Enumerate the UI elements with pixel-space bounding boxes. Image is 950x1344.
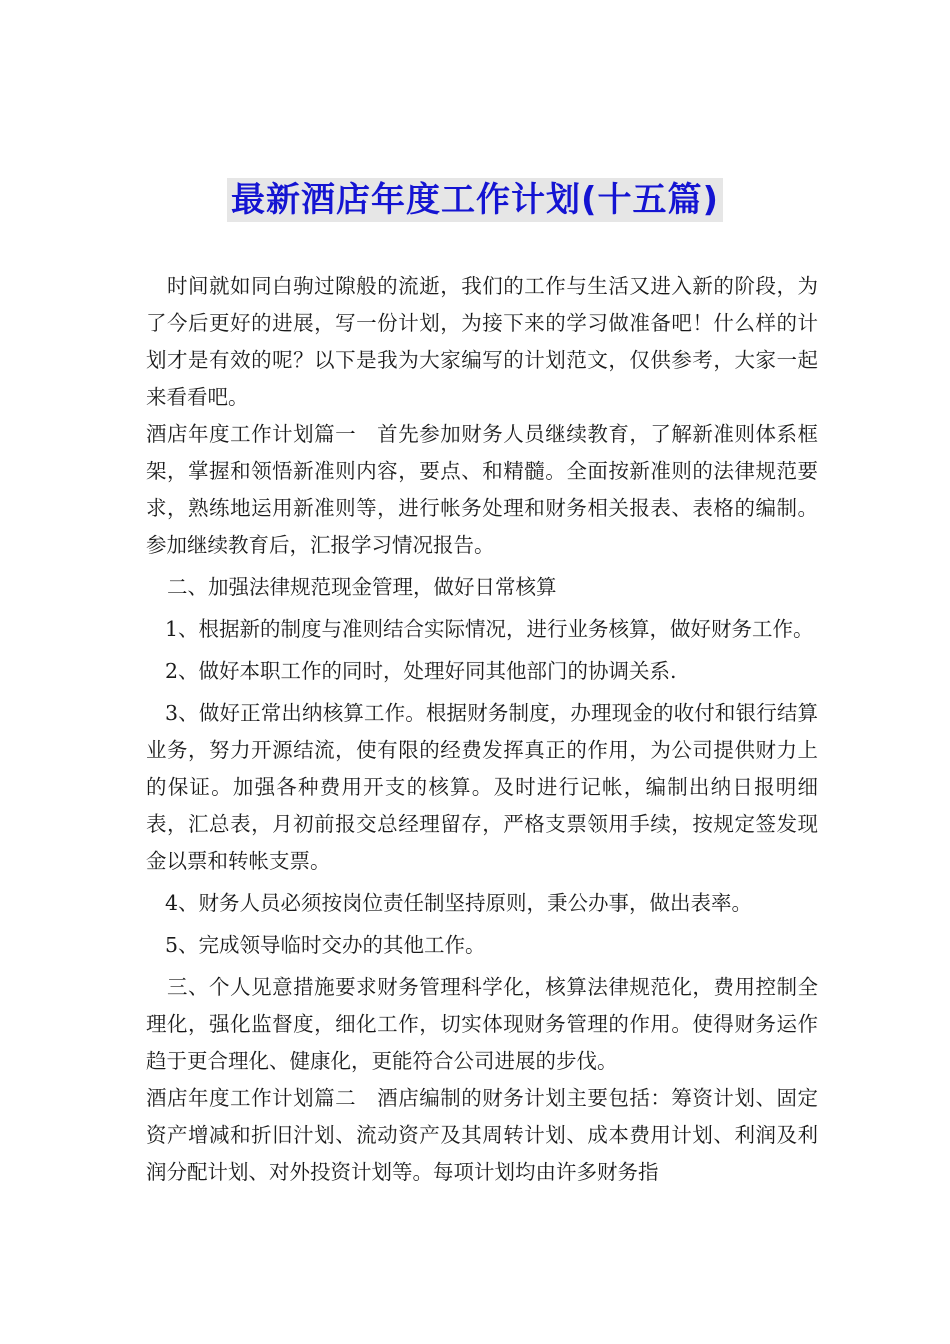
- document-body: [146, 268, 818, 1191]
- paragraph-item-4: 4、财务人员必须按岗位责任制坚持原则，秉公办事，做出表率。: [165, 891, 753, 915]
- paragraph-intro: 时间就如同白驹过隙般的流逝，我们的工作与生活又进入新的阶段，为了今后更好的进展，写一份计划，为接下来的学习做准备吧！什么样的计划才是有效的呢？以下是我为大家编写的计划范文，仅供参考，大家一起来看看吧。: [146, 274, 818, 409]
- document-title: 最新酒店年度工作计划(十五篇): [227, 178, 723, 222]
- paragraph-item-2: 2、做好本职工作的同时，处理好同其他部门的协调关系.: [165, 659, 677, 683]
- paragraph-section-3: 三、个人见意措施要求财务管理科学化，核算法律规范化，费用控制全理化，强化监督度，细化工作，切实体现财务管理的作用。使得财务运作趋于更合理化、健康化，更能符合公司进展的步伐。: [146, 975, 818, 1073]
- paragraph-item-5: 5、完成领导临时交办的其他工作。: [165, 933, 486, 957]
- paragraph-section-2-heading: 二、加强法律规范现金管理，做好日常核算: [167, 575, 557, 599]
- paragraph-plan-2: 酒店年度工作计划篇二 酒店编制的财务计划主要包括：筹资计划、固定资产增减和折旧汁划、流动资产及其周转计划、成本费用计划、利润及利润分配计划、对外投资计划等。每项计划均由许多财务指: [146, 1086, 818, 1184]
- paragraph-plan-1: 酒店年度工作计划篇一 首先参加财务人员继续教育，了解新准则体系框架，掌握和领悟新准则内容，要点、和精髓。全面按新准则的法律规范要求，熟练地运用新准则等，进行帐务处理和财务相关报表、表格的编制。 参加继续教育后，汇报学习情况报告。: [146, 422, 818, 557]
- paragraph-item-3: 3、做好正常出纳核算工作。根据财务制度，办理现金的收付和银行结算业务，努力开源结流，使有限的经费发挥真正的作用，为公司提供财力上的保证。加强各种费用开支的核算。及时进行记帐，编制出纳日报明细表，汇总表，月初前报交总经理留存，严格支票领用手续，按规定签发现金以票和转帐支票。: [146, 701, 818, 873]
- title-block: [0, 178, 950, 222]
- paragraph-item-1: 1、根据新的制度与准则结合实际情况，进行业务核算，做好财务工作。: [165, 617, 814, 641]
